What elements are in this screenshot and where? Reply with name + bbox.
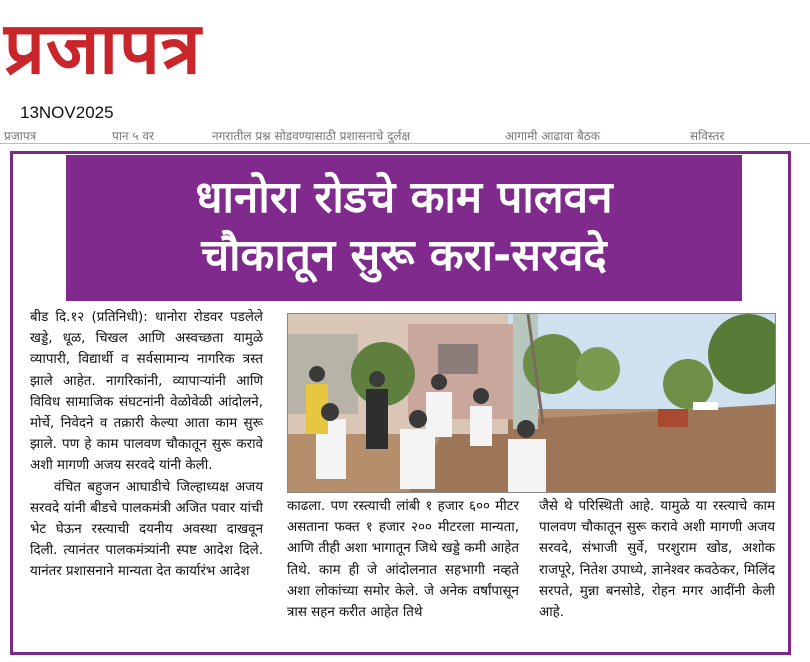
- paragraph: वंचित बहुजन आघाडीचे जिल्हाध्यक्ष अजय सरवदे यांनी बीडचे पालकमंत्री अजित पवार यांची भेट घेऊन रस्त्याची दयनीय अवस्था दाखवून दिली. त्यानंतर पालकमंत्र्यांनी स्पष्ट आदेश दिले. यानंतर प्रशासनाने मान्यता देत कार्यारंभ आदेश: [30, 479, 263, 580]
- paragraph: काढला. पण रस्त्याची लांबी १ हजार ६०० मीटर असताना फक्त १ हजार २०० मीटरला मान्यता, आणि तीही अशा भागातून जिथे खड्डे कमी आहेत तिथे. काम ही जे आंदोलनात सहभागी नव्हते अशा लोकांच्या समोर केले. जे अनेक वर्षांपासून त्रास सहन करीत आहेत तिथे: [287, 499, 519, 621]
- article-column-1: [30, 307, 263, 583]
- strip-fragment: पान ५ वर: [112, 129, 155, 143]
- article-column-3: [539, 496, 775, 623]
- headline-box: [66, 155, 742, 301]
- previous-page-strip: [0, 125, 810, 143]
- paragraph: बीड दि.१२ (प्रतिनिधी): धानोरा रोडवर पडलेले खड्डे, धूळ, चिखल आणि अस्वच्छता यामुळे व्यापारी, विद्यार्थी व सर्वसामान्य नागरिक त्रस्त झाले आहेत. नागरिकांनी, व्यापाऱ्यांनी आणि विविध सामाजिक संघटनांनी वेळोवेळी आंदोलने, मोर्चे, निवेदने व तक्रारी केल्या आता काम सुरू झाले. पण हे काम पालवण चौकातून सुरू करावे अशी मागणी अजय सरवदे यांनी केली.: [30, 310, 263, 474]
- masthead-logo: प्रजापत्र: [4, 6, 202, 90]
- paragraph: जैसे थे परिस्थिती आहे. यामुळे या रस्त्याचे काम पालवण चौकातून सुरू करावे अशी मागणी अजय सरवदे, संभाजी सुर्वे, परशुराम खोड, अशोक राजपूरे, नितेश उपाध्ये, ज्ञानेश्वर कवठेकर, मिलिंद सरपते, मुन्ना बनसोडे, रोहन मगर आदींनी केली आहे.: [539, 499, 775, 621]
- publication-date: 13NOV2025: [20, 103, 114, 122]
- article-column-2: [287, 496, 519, 623]
- divider: [0, 143, 810, 144]
- strip-fragment: सविस्तर: [690, 129, 725, 143]
- news-photo: [287, 313, 776, 493]
- strip-fragment: नगरातील प्रश्न सोडवण्यासाठी प्रशासनाचे दुर्लक्ष: [212, 129, 411, 143]
- strip-fragment: आगामी आढावा बैठक: [505, 129, 600, 143]
- strip-fragment: प्रजापत्र: [4, 129, 37, 143]
- headline-line-2: चौकातून सुरू करा-सरवदे: [201, 230, 607, 281]
- headline-line-1: धानोरा रोडचे काम पालवन: [195, 172, 613, 223]
